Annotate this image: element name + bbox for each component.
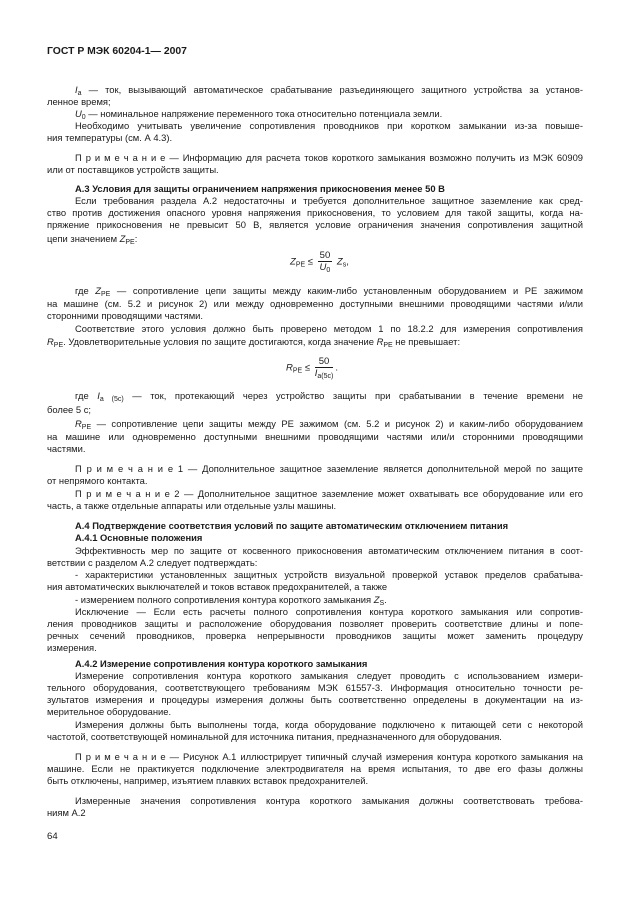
text-line: Эффективность мер по защите от косвенного прикосновения автоматическим отключением питания в соот- bbox=[75, 545, 583, 556]
text-line: сторонними проводящими частями. bbox=[47, 310, 204, 321]
text-line: $R_{PE}$ — сопротивление цепи защиты между РЕ зажимом (см. 5.2 и рисунок 2) и каким-либо оборудованием bbox=[75, 418, 583, 431]
formula1-lhs: Z bbox=[290, 256, 296, 268]
text-line: более 5 с; bbox=[47, 404, 91, 415]
text-line: ленное время; bbox=[47, 96, 111, 107]
text-line: П р и м е ч а н и е 2 — Дополнительное защитное заземление может охватывать все оборудование или его bbox=[75, 488, 583, 499]
text-line: П р и м е ч а н и е 1 — Дополнительное защитное заземление является дополнительной мерой по защите bbox=[75, 463, 583, 474]
formula2-fraction bbox=[315, 356, 334, 380]
text-line: $R_{PE}$. Удовлетворительные условия по защите достигаются, когда значение $R_{PE}$ не превышает: bbox=[47, 336, 461, 349]
text-line: быть отключены, например, изъятием плавких вставок предохранителей. bbox=[47, 775, 369, 786]
text-line: Измеренные значения сопротивления контура короткого замыкания должны соответствовать требова- bbox=[75, 795, 583, 806]
text-line: Необходимо учитывать увеличение сопротивления проводников при коротком замыкании из-за повыше- bbox=[75, 120, 583, 131]
text-line: частотой, соответствующей номинальной для источника питания, предназначенного для оборудования. bbox=[47, 731, 502, 742]
text-line: $I_a$ — ток, вызывающий автоматическое срабатывание разъединяющего защитного устройства за установ- bbox=[75, 84, 583, 97]
formula2-op: ≤ bbox=[304, 362, 311, 374]
section-heading: А.4.1 Основные положения bbox=[75, 532, 203, 543]
page-number: 64 bbox=[47, 831, 58, 842]
text-line: цепи значением $Z_{PE}$: bbox=[47, 233, 138, 246]
text-line: Соответствие этого условия должно быть проверено методом 1 по 18.2.2 для измерения сопротивления bbox=[75, 323, 583, 334]
text-line: на машине или одновременно доступными внешними проводящими частями или/и сторонними проводящими bbox=[47, 431, 583, 442]
text-line: П р и м е ч а н и е — Информацию для расчета токов короткого замыкания возможно получить из МЭК 60909 bbox=[75, 152, 583, 163]
formula2-lhs: R bbox=[286, 362, 293, 374]
text-line: Если требования раздела А.2 недостаточны и требуется дополнительное защитное заземление как сред- bbox=[75, 195, 583, 206]
formula1-lhs-sub: PE bbox=[295, 261, 306, 269]
formula1-denominator: $U_0$ bbox=[319, 262, 331, 274]
document-header: ГОСТ Р МЭК 60204-1— 2007 bbox=[47, 46, 187, 57]
formula-z-pe: $Z_{PE}$ ≤ $\frac{50}{U_0}$ $Z_s$, bbox=[290, 250, 349, 274]
text-line: или от поставщиков устройств защиты. bbox=[47, 164, 219, 175]
text-line: П р и м е ч а н и е — Рисунок А.1 иллюстрирует типичный случай измерения контура короткого замыкания на bbox=[75, 751, 583, 762]
formula2-lhs-sub: PE bbox=[292, 367, 303, 375]
formula2-numerator: 50 bbox=[315, 356, 334, 368]
text-line: где $I_{a (5с)}$ — ток, протекающий через устройство защиты при срабатывании в течение времени не bbox=[75, 390, 583, 403]
text-line: Измерение сопротивления контура короткого замыкания следует проводить с использованием измери- bbox=[75, 670, 583, 681]
section-heading: А.4 Подтверждение соответствия условий по защите автоматическим отключением питания bbox=[75, 520, 509, 531]
text-line: частями. bbox=[47, 443, 86, 454]
text-line: мерительное оборудование. bbox=[47, 706, 172, 717]
text-line: ния автоматических выключателей и токов вставок предохранителей, а также bbox=[47, 581, 388, 592]
formula1-op: ≤ bbox=[307, 256, 314, 268]
text-line: зультатов измерения и процедуры измерения должны быть соответственно определены в документации на из- bbox=[47, 694, 583, 705]
text-line: часть, а также отдельные аппараты или отдельные узлы машины. bbox=[47, 500, 337, 511]
text-line: ления проводников защиты и расположение оборудования позволяет проверить соответствие длины и попе- bbox=[47, 618, 583, 629]
text-line: $U_0$ — номинальное напряжение переменного тока относительно потенциала земли. bbox=[75, 108, 443, 121]
text-line: Измерения должны быть выполнены тогда, когда оборудование подключено к питающей сети с некоторой bbox=[75, 719, 583, 730]
formula2-denominator: $I_{a(5с)}$ bbox=[314, 368, 334, 380]
formula-r-pe: $R_{PE}$ ≤ $\frac{50}{I_{a(5с)}}$ . bbox=[286, 356, 338, 380]
text-line: речных сечений проводников, проверка непрерывности проводников защиты может заменить процедуру bbox=[47, 630, 583, 641]
text-line: ниям А.2 bbox=[47, 807, 86, 818]
section-heading: А.3 Условия для защиты ограничением напряжения прикосновения менее 50 В bbox=[75, 183, 445, 194]
formula1-fraction bbox=[318, 250, 333, 274]
text-line: где $Z_{PE}$ — сопротивление цепи защиты между каким-либо установленным оборудованием и РЕ зажимом bbox=[75, 285, 583, 298]
text-line: машине. Если не практикуется подключение электродвигателя на время испытания, то две его фазы должны bbox=[47, 763, 583, 774]
text-line: - измерением полного сопротивления контура короткого замыкания $Z_S$. bbox=[75, 594, 387, 607]
text-line: от непрямого контакта. bbox=[47, 475, 148, 486]
text-line: - характеристики установленных защитных устройств визуальной проверкой уставок пределов срабатыва- bbox=[75, 569, 583, 580]
text-line: ство против достижения опасного уровня напряжения прикосновения, то условием для такой защиты, когда на- bbox=[47, 207, 583, 218]
text-line: ния температуры (см. А 4.3). bbox=[47, 132, 173, 143]
text-line: Исключение — Если есть расчеты полного сопротивления контура короткого замыкания или сопротив- bbox=[75, 606, 583, 617]
section-heading: А.4.2 Измерение сопротивления контура короткого замыкания bbox=[75, 658, 368, 669]
text-line: пряжение прикосновения не превысит 50 В, является условие ограничения значения сопротивления защитной bbox=[47, 219, 583, 230]
text-line: измерения. bbox=[47, 642, 97, 653]
formula1-numerator: 50 bbox=[319, 250, 331, 261]
formula1-rhs: Z bbox=[336, 256, 343, 268]
formula1-rhs-sub: s bbox=[342, 261, 347, 269]
text-line: ветствии с разделом А.2 следует подтверждать: bbox=[47, 557, 258, 568]
text-line: на машине (см. 5.2 и рисунок 2) или между одновременно доступными внешними проводящими частями и/или bbox=[47, 298, 583, 309]
text-line: тельного оборудования, соответствующего требованиям МЭК 61557-3. Информация относительно точности ре- bbox=[47, 682, 583, 693]
